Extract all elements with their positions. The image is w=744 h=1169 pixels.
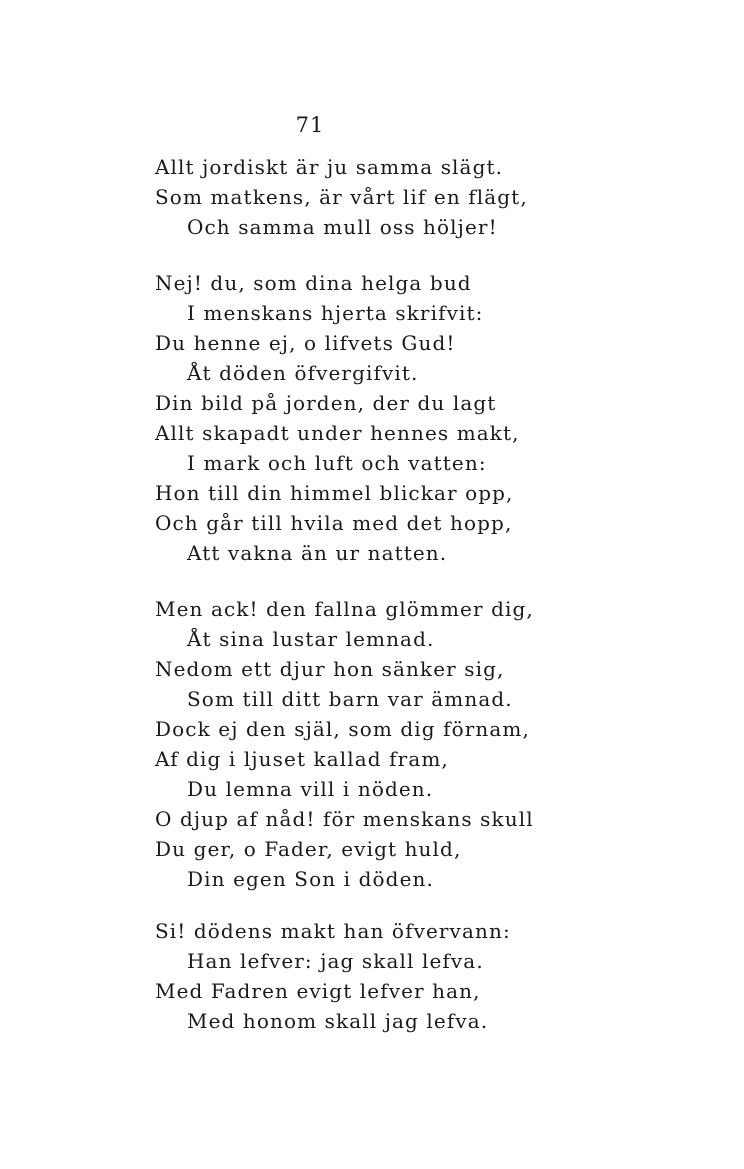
verse-line: O djup af nåd! för menskans skull: [155, 807, 534, 831]
verse-line: Allt skapadt under hennes makt,: [155, 421, 520, 445]
verse-line: Nej! du, som dina helga bud: [155, 271, 472, 295]
verse-line: Med Fadren evigt lefver han,: [155, 979, 481, 1003]
verse-line: Och går till hvila med det hopp,: [155, 511, 513, 535]
verse-line: Som matkens, är vårt lif en flägt,: [155, 185, 528, 209]
verse-line: Med honom skall jag lefva.: [187, 1009, 489, 1033]
verse-line: Du lemna vill i nöden.: [187, 777, 434, 801]
stanza-4: [155, 916, 511, 1036]
verse-line: Han lefver: jag skall lefva.: [187, 949, 484, 973]
verse-line: Allt jordiskt är ju samma slägt.: [155, 155, 504, 179]
verse-line: Af dig i ljuset kallad fram,: [155, 747, 449, 771]
stanza-2: [155, 268, 520, 568]
page-number: 71: [295, 113, 325, 137]
verse-line: Din egen Son i döden.: [187, 867, 434, 891]
verse-line: Dock ej den själ, som dig förnam,: [155, 717, 530, 741]
verse-line: Si! dödens makt han öfvervann:: [155, 919, 511, 943]
verse-line: Som till ditt barn var ämnad.: [187, 687, 513, 711]
verse-line: Men ack! den fallna glömmer dig,: [155, 597, 534, 621]
verse-line: Hon till din himmel blickar opp,: [155, 481, 514, 505]
stanza-3: [155, 594, 534, 894]
verse-line: Och samma mull oss höljer!: [187, 215, 498, 239]
verse-line: Du ger, o Fader, evigt huld,: [155, 837, 462, 861]
verse-line: I mark och luft och vatten:: [187, 451, 487, 475]
stanza-1: [155, 152, 528, 242]
verse-line: Att vakna än ur natten.: [187, 541, 448, 565]
verse-line: Åt döden öfvergifvit.: [187, 361, 419, 385]
verse-line: I menskans hjerta skrifvit:: [187, 301, 484, 325]
verse-line: Åt sina lustar lemnad.: [187, 627, 435, 651]
verse-line: Nedom ett djur hon sänker sig,: [155, 657, 505, 681]
verse-line: Du henne ej, o lifvets Gud!: [155, 331, 456, 355]
verse-line: Din bild på jorden, der du lagt: [155, 391, 497, 415]
